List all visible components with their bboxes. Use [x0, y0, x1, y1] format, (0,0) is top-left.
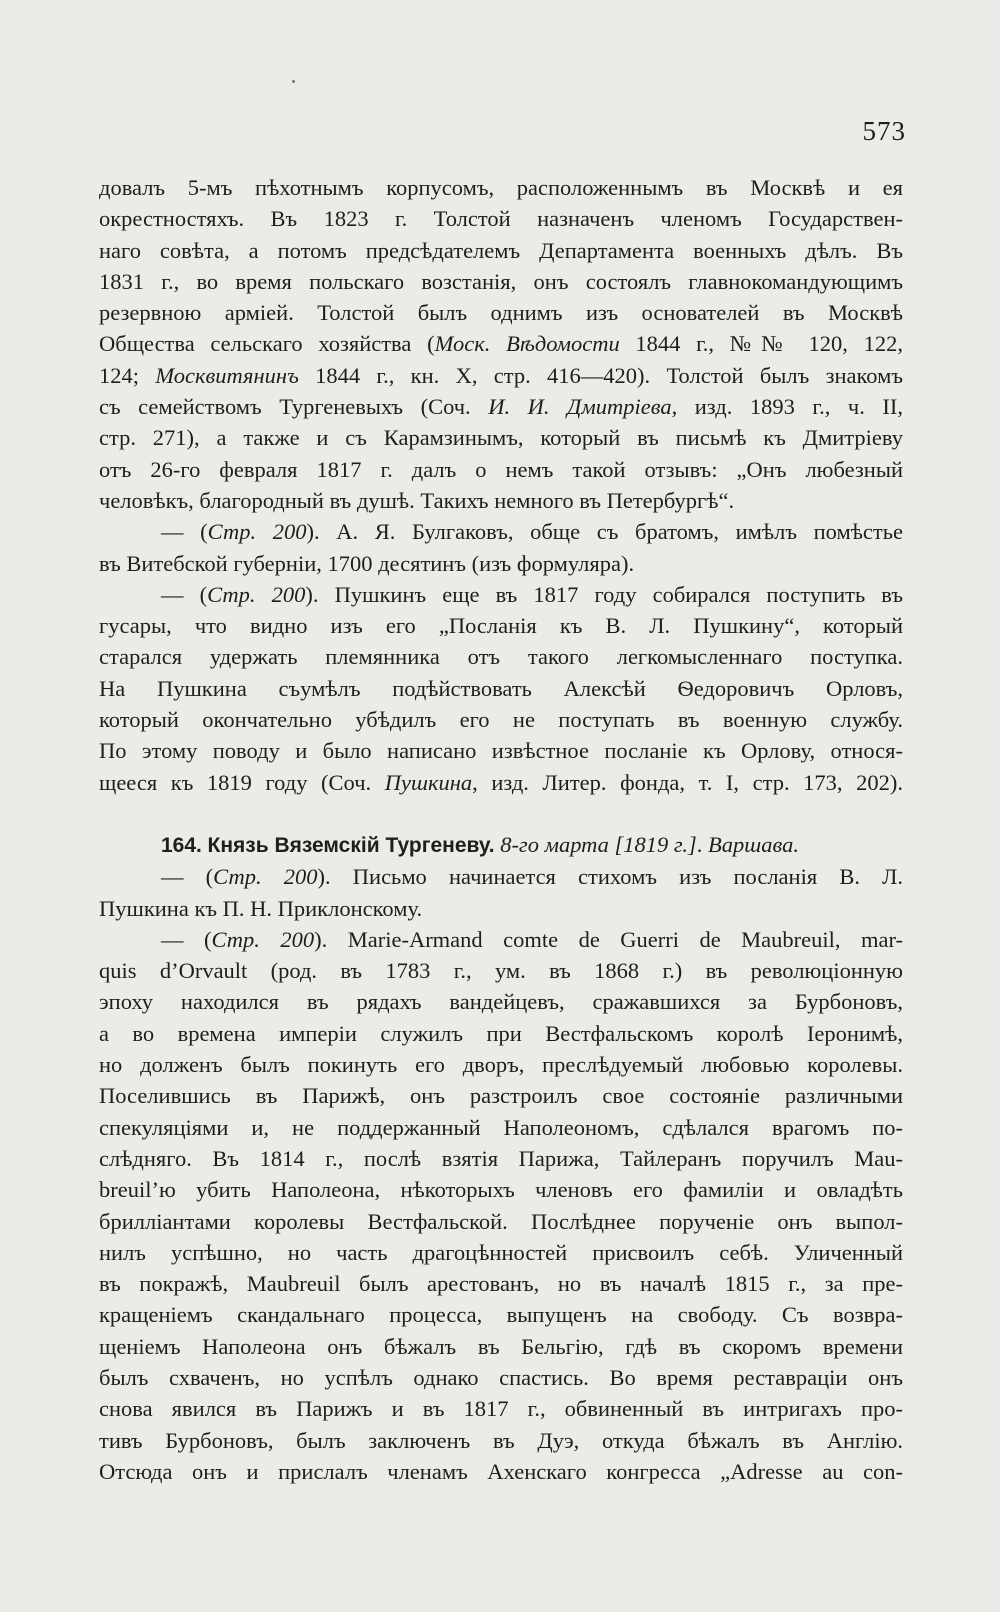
page-body — [99, 172, 903, 1487]
text-line: человѣкъ, благородный въ душѣ. Такихъ немного въ Петербургѣ“. — [99, 487, 735, 513]
text-line: Общества сельскаго хозяйства (Моск. Вѣдомости 1844 г., №№ 120, 122, — [99, 331, 903, 357]
text-line: нилъ успѣшно, но часть драгоцѣнностей присвоилъ себѣ. Уличенный — [99, 1239, 903, 1265]
text-line: щееся къ 1819 году (Соч. Пушкина, изд. Литер. фонда, т. I, стр. 173, 202). — [99, 769, 903, 795]
text-line: тивъ Бурбоновъ, былъ заключенъ въ Дуэ, откуда бѣжалъ въ Англію. — [99, 1427, 903, 1453]
text-line: въ покражѣ, Maubreuil былъ арестованъ, но въ началѣ 1815 г., за пре- — [99, 1271, 903, 1297]
page-number: 573 — [862, 116, 906, 146]
text-line: quis d’Orvault (род. въ 1783 г., ум. въ 1868 г.) въ революціонную — [99, 958, 903, 984]
text-line: По этому поводу и было написано извѣстное посланіе къ Орлову, относя- — [99, 738, 903, 764]
letter-year: [1819 г.] — [614, 831, 697, 857]
text-line: — (Стр. 200). Marie-Armand comte de Guerri de Maubreuil, mar- — [161, 926, 903, 952]
text-line: гусары, что видно изъ его „Посланія къ В. Л. Пушкину“, который — [99, 613, 903, 639]
citation-title: Москвитянинъ — [155, 362, 299, 388]
text-line: но долженъ былъ покинуть его дворъ, преслѣдуемый любовью королевы. — [99, 1052, 903, 1078]
text-line: старался удержать племянника отъ такого легкомысленнаго поступка. — [99, 644, 903, 670]
text-line: довалъ 5-мъ пѣхотнымъ корпусомъ, расположеннымъ въ Москвѣ и ея — [99, 175, 903, 200]
text-line: бриллiантами королевы Вестфальской. Послѣднее порученіе онъ выпол- — [99, 1208, 903, 1234]
citation-author: Пушкина — [384, 769, 473, 795]
page-reference: Стр. 200 — [207, 581, 306, 607]
text-line: щеніемъ Наполеона онъ бѣжалъ въ Бельгію, гдѣ въ скоромъ времени — [99, 1333, 903, 1359]
text-line: отъ 26-го февраля 1817 г. далъ о немъ такой отзывъ: „Онъ любезный — [99, 456, 903, 482]
text-line: спекуляціями и, не поддержанный Наполеономъ, сдѣлался врагомъ по- — [99, 1114, 903, 1140]
letter-number: 164. — [161, 833, 202, 857]
text-line: снова явился въ Парижъ и въ 1817 г., обвиненный въ интригахъ про- — [99, 1396, 903, 1422]
letter-place: Варшава. — [708, 831, 800, 857]
text-line: въ Витебской губерніи, 1700 десятинъ (изъ формуляра). — [99, 550, 635, 576]
text-line: окрестностяхъ. Въ 1823 г. Толстой назначенъ членомъ Государствен- — [99, 206, 903, 232]
text-line: наго совѣта, а потомъ предсѣдателемъ Департамента военныхъ дѣлъ. Въ — [99, 237, 903, 263]
page-speck — [292, 80, 295, 83]
text-line: 124; Москвитянинъ 1844 г., кн. X, стр. 416—420). Толстой былъ знакомъ — [99, 362, 903, 388]
text-line: На Пушкина съумѣлъ подѣйствовать Алексѣй Ѳедоровичъ Орловъ, — [99, 675, 903, 701]
citation-author: И. И. Дмитріева — [488, 394, 672, 420]
letter-heading: 164. Князь Вяземскій Тургеневу. 8-го марта [1819 г.]. Варшава. — [161, 831, 800, 857]
page-reference: Стр. 200 — [213, 864, 318, 890]
citation-title: Моск. Вѣдомости — [434, 331, 620, 357]
text-line: слѣдняго. Въ 1814 г., послѣ взятія Парижа, Тайлеранъ поручилъ Mau- — [99, 1145, 903, 1171]
text-line: breuil’ю убить Наполеона, нѣкоторыхъ членовъ его фамиліи и овладѣть — [99, 1177, 903, 1203]
text-line: стр. 271), а также и съ Карамзинымъ, который въ письмѣ къ Дмитріеву — [99, 425, 903, 451]
text-line: 1831 г., во время польскаго возстанія, онъ состоялъ главнокомандующимъ — [99, 268, 903, 294]
text-line: который окончательно убѣдилъ его не поступать въ военную службу. — [99, 707, 903, 733]
text-line: резервною арміей. Толстой былъ однимъ изъ основателей въ Москвѣ — [99, 300, 903, 326]
text-line: Пушкина къ П. Н. Приклонскому. — [99, 895, 423, 921]
letter-title: Князь Вяземскій Тургеневу. — [207, 833, 495, 857]
text-line: — (Стр. 200). А. Я. Булгаковъ, обще съ братомъ, имѣлъ помѣстье — [161, 519, 903, 545]
text-line: а во времена имперіи служилъ при Вестфальскомъ королѣ Іеронимѣ, — [99, 1020, 903, 1046]
text-line: былъ схваченъ, но успѣлъ однако спастись. Во время реставраціи онъ — [99, 1364, 903, 1390]
letter-date: 8-го марта — [500, 831, 609, 857]
page-reference: Стр. 200 — [207, 519, 307, 545]
text-line: — (Стр. 200). Письмо начинается стихомъ изъ посланія В. Л. — [161, 864, 903, 890]
text-line: эпоху находился въ рядахъ вандейцевъ, сражавшихся за Бурбоновъ, — [99, 989, 903, 1015]
text-line: Поселившись въ Парижѣ, онъ разстроилъ свое состояніе различными — [99, 1083, 903, 1109]
text-line: кращеніемъ скандальнаго процесса, выпущенъ на свободу. Съ возвра- — [99, 1302, 903, 1328]
page-reference: Стр. 200 — [211, 926, 315, 952]
text-line: съ семействомъ Тургеневыхъ (Соч. И. И. Дмитріева, изд. 1893 г., ч. II, — [99, 394, 903, 420]
text-line: — (Стр. 200). Пушкинъ еще въ 1817 году собирался поступить въ — [161, 581, 903, 607]
text-line: Отсюда онъ и прислалъ членамъ Ахенскаго конгресса „Adresse au con- — [99, 1458, 903, 1484]
